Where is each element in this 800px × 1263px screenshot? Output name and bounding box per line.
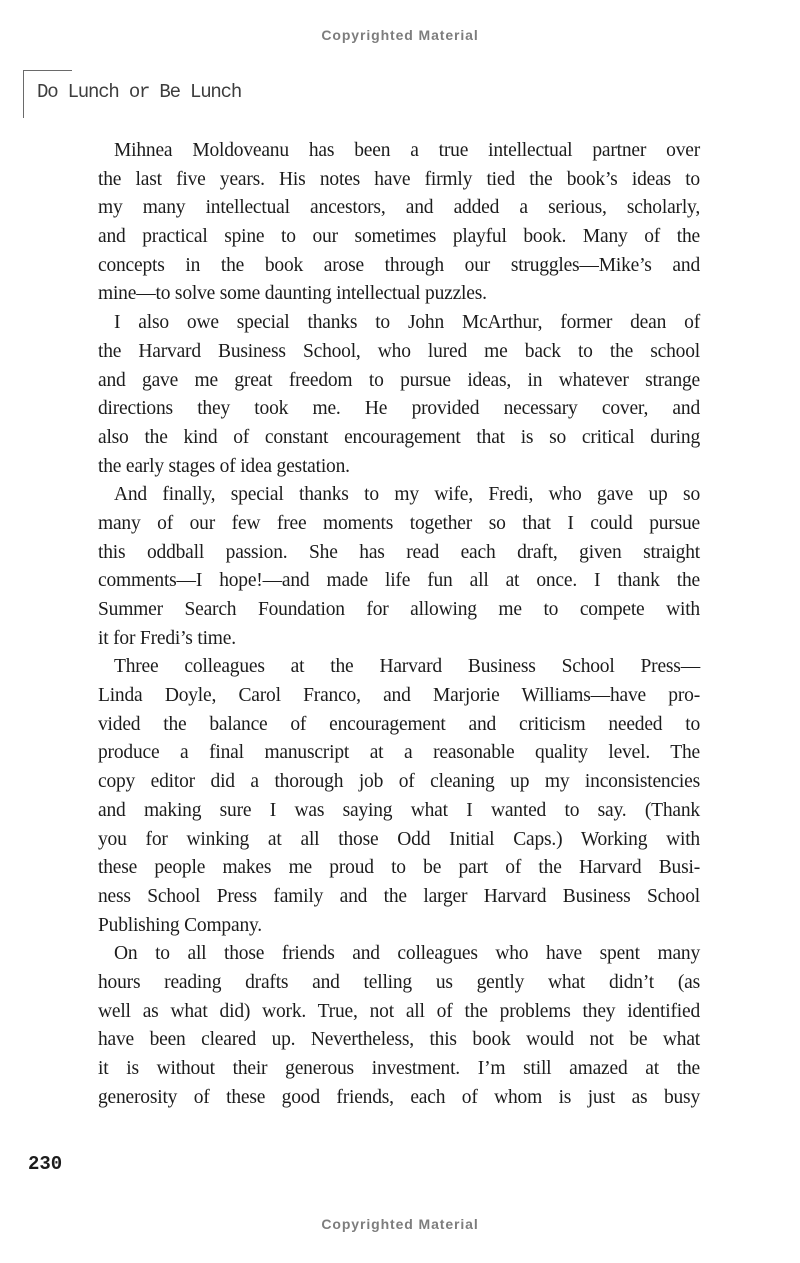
text-line: mine—to solve some daunting intellectual puzzles. [98, 283, 487, 305]
text-line: it for Fredi’s time. [98, 627, 236, 649]
text-line: directions they took me. He provided necessary cover, and [98, 398, 700, 420]
text-line: And finally, special thanks to my wife, Fredi, who gave up so [114, 484, 700, 506]
text-line: the Harvard Business School, who lured me back to the school [98, 340, 700, 362]
text-line: and gave me great freedom to pursue ideas, in whatever strange [98, 369, 700, 391]
body-text [98, 137, 700, 1112]
text-line: this oddball passion. She has read each draft, given straight [98, 541, 700, 563]
text-line: ness School Press family and the larger Harvard Business School [98, 885, 700, 907]
text-line: vided the balance of encouragement and criticism needed to [98, 713, 700, 735]
text-line: generosity of these good friends, each of whom is just as busy [98, 1086, 700, 1108]
text-line: these people makes me proud to be part of the Harvard Busi- [98, 857, 700, 879]
text-line: my many intellectual ancestors, and added a serious, scholarly, [98, 197, 700, 219]
text-line: I also owe special thanks to John McArthur, former dean of [114, 312, 700, 334]
text-line: produce a final manuscript at a reasonable quality level. The [98, 742, 700, 764]
text-line: the last five years. His notes have firmly tied the book’s ideas to [98, 168, 700, 190]
text-line: the early stages of idea gestation. [98, 455, 350, 477]
text-line: you for winking at all those Odd Initial Caps.) Working with [98, 828, 700, 850]
text-line: and making sure I was saying what I wanted to say. (Thank [98, 799, 700, 821]
text-line: Summer Search Foundation for allowing me to compete with [98, 599, 700, 620]
text-line: Linda Doyle, Carol Franco, and Marjorie Williams—have pro- [98, 685, 700, 707]
text-line: copy editor did a thorough job of cleaning up my inconsistencies [98, 771, 700, 793]
text-line: have been cleared up. Nevertheless, this book would not be what [98, 1029, 700, 1051]
text-line: also the kind of constant encouragement that is so critical during [98, 426, 700, 448]
text-line: On to all those friends and colleagues who have spent many [114, 943, 700, 965]
text-line: well as what did) work. True, not all of the problems they identified [98, 1000, 700, 1022]
text-line: Mihnea Moldoveanu has been a true intellectual partner over [114, 140, 700, 161]
copyright-notice-bottom: Copyrighted Material [321, 1216, 479, 1232]
running-header: Do Lunch or Be Lunch [37, 81, 242, 103]
text-line: it is without their generous investment. I’m still amazed at the [98, 1058, 700, 1079]
text-line: and practical spine to our sometimes playful book. Many of the [98, 226, 700, 248]
text-line: concepts in the book arose through our struggles—Mike’s and [98, 254, 700, 276]
copyright-notice-top: Copyrighted Material [321, 27, 479, 43]
text-line: comments—I hope!—and made life fun all at once. I thank the [98, 570, 700, 592]
text-line: Three colleagues at the Harvard Business School Press— [114, 656, 700, 678]
text-line: hours reading drafts and telling us gently what didn’t (as [98, 971, 700, 993]
page-number: 230 [28, 1153, 63, 1175]
text-line: many of our few free moments together so that I could pursue [98, 512, 700, 534]
text-line: Publishing Company. [98, 914, 262, 936]
